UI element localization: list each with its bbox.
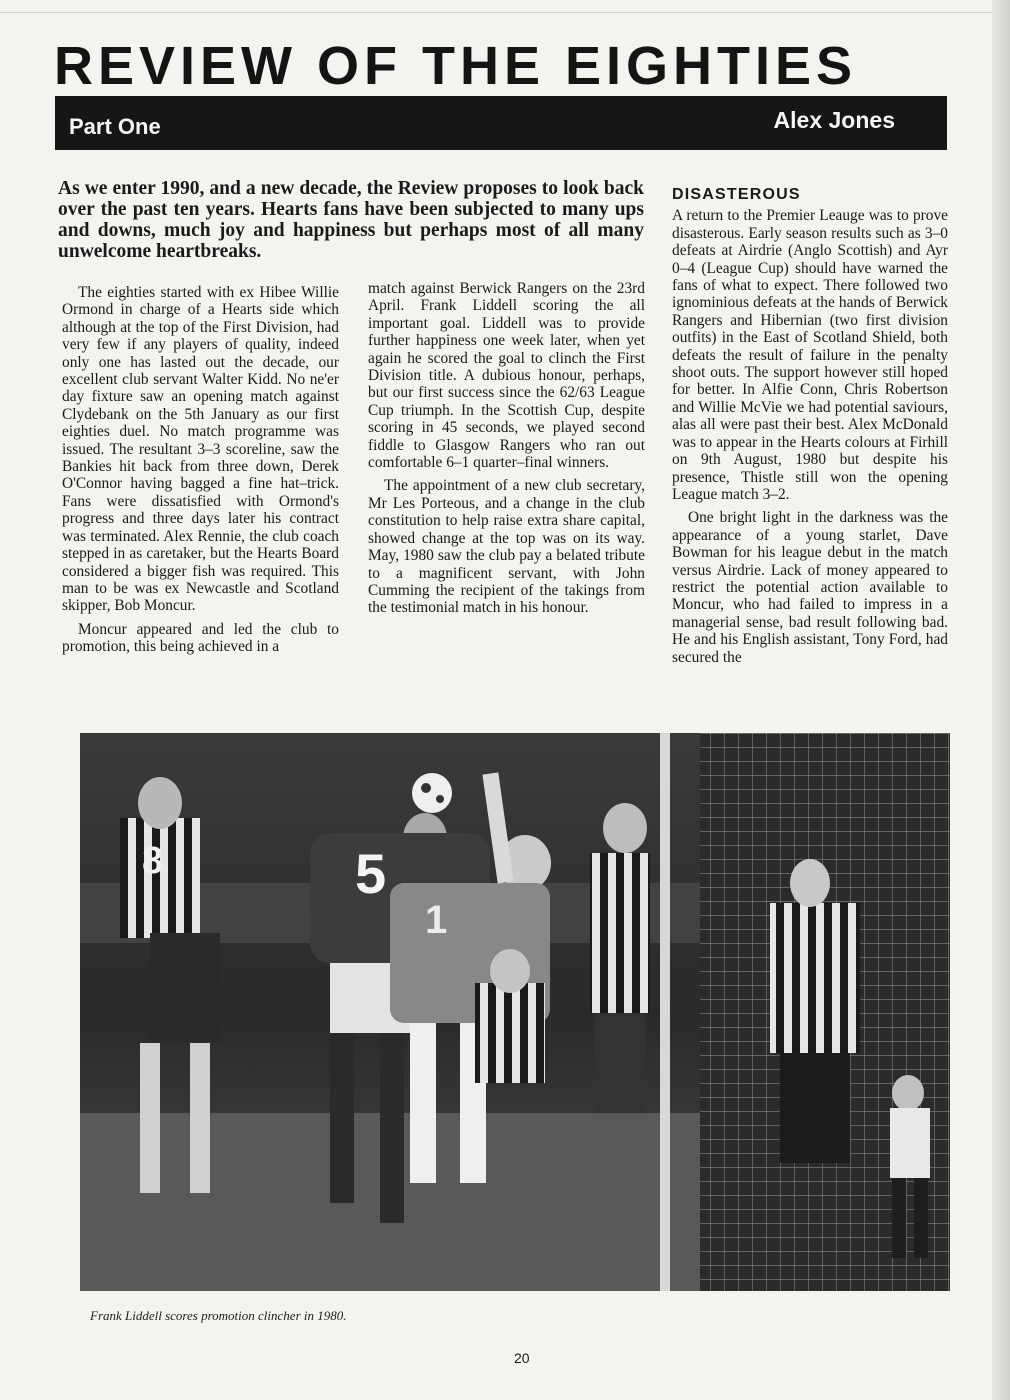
shirt-number-1: 1 — [425, 898, 448, 942]
match-photograph — [80, 733, 950, 1291]
shirt-number-5: 5 — [355, 842, 387, 905]
author-name: Alex Jones — [773, 107, 895, 133]
lead-paragraph: As we enter 1990, and a new decade, the Review proposes to look back over the past ten years. Hearts fans have been subjected to many ups and downs, much joy and happiness but perhaps most of all many unwelcome heartbreaks. — [58, 178, 644, 262]
column1-paragraph-2: Moncur appeared and led the club to promotion, this being achieved in a — [62, 620, 339, 656]
column1-paragraph-1: The eighties started with ex Hibee Willie Ormond in charge of a Hearts side which although at the top of the First Division, had very few if any players of quality, indeed only one has lasted out the decade, our excellent club servant Walter Kidd. No ne'er day fixture saw an opening match against Clydebank on the 5th January as our first eighties duel. No match programme was issued. The resultant 3–3 scoreline, saw the Bankies hit back from three down, Derek O'Connor having bagged a fine hat–trick. Fans were dissatisfied with Ormond's progress and three days later his contract was terminated. Alex Rennie, the club coach stepped in as caretaker, but the Hearts Board considered a bigger fish was required. This man to be was ex Newcastle and Scotland skipper, Bob Moncur. — [62, 284, 339, 615]
photo-illustration — [80, 733, 950, 1291]
title-banner — [55, 96, 947, 150]
text-column-1 — [62, 284, 339, 656]
article-title: REVIEW OF THE EIGHTIES — [54, 36, 858, 96]
shirt-number-8: 8 — [142, 840, 164, 882]
text-column-3 — [672, 186, 948, 666]
column3-paragraph-1: A return to the Premier Leauge was to prove disasterous. Early season results such as 3–0 defeats at Airdrie (Anglo Scottish) and Ayr 0–4 (League Cup) should have warned the fans of what to expect. There followed two ignominious defeats at the hands of Berwick Rangers and Hibernian (two first division outfits) in the East of Scotland Shield, both defeats the result of failure in the penalty shoot outs. The support however still hoped for better. In Alfie Conn, Chris Robertson and Willie McVie we had potential saviours, alas all were past their best. Alex McDonald was to appear in the Hearts colours at Firhill on 9th August, 1980 but despite his presence, Thistle still won the opening League match 3–2. — [672, 207, 948, 503]
page-edge-shadow — [992, 0, 1010, 1400]
page-top-rule — [0, 12, 1010, 13]
photo-caption: Frank Liddell scores promotion clincher in 1980. — [90, 1308, 347, 1323]
page-number: 20 — [514, 1350, 530, 1366]
column2-paragraph-1: match against Berwick Rangers on the 23rd April. Frank Liddell scoring the all important goal. Liddell was to provide further happiness one week later, when yet again he scored the goal to clinch the First Division title. A dubious honour, perhaps, but our first success since the 62/63 League Cup triumph. In the Scottish Cup, despite scoring in 45 seconds, we played second fiddle to Glasgow Rangers who ran out comfortable 6–1 quarter–final winners. — [368, 280, 645, 472]
text-column-2 — [368, 280, 645, 617]
part-label: Part One — [69, 114, 161, 139]
column2-paragraph-2: The appointment of a new club secretary, Mr Les Porteous, and a change in the club constitution to help raise extra share capital, showed change at the top was on its way. May, 1980 saw the club pay a belated tribute to a magnificent servant, with John Cumming the recipient of the takings from the testimonial match in his honour. — [368, 477, 645, 617]
column3-paragraph-2: One bright light in the darkness was the appearance of a young starlet, Dave Bowman for his league debut in the match versus Airdrie. Lack of money appeared to restrict the potential action available to Moncur, who had failed to impress in a managerial sense, bad result following bad. He and his English assistant, Tony Ford, had secured the — [672, 509, 948, 666]
section-subhead: DISASTEROUS — [672, 186, 801, 203]
